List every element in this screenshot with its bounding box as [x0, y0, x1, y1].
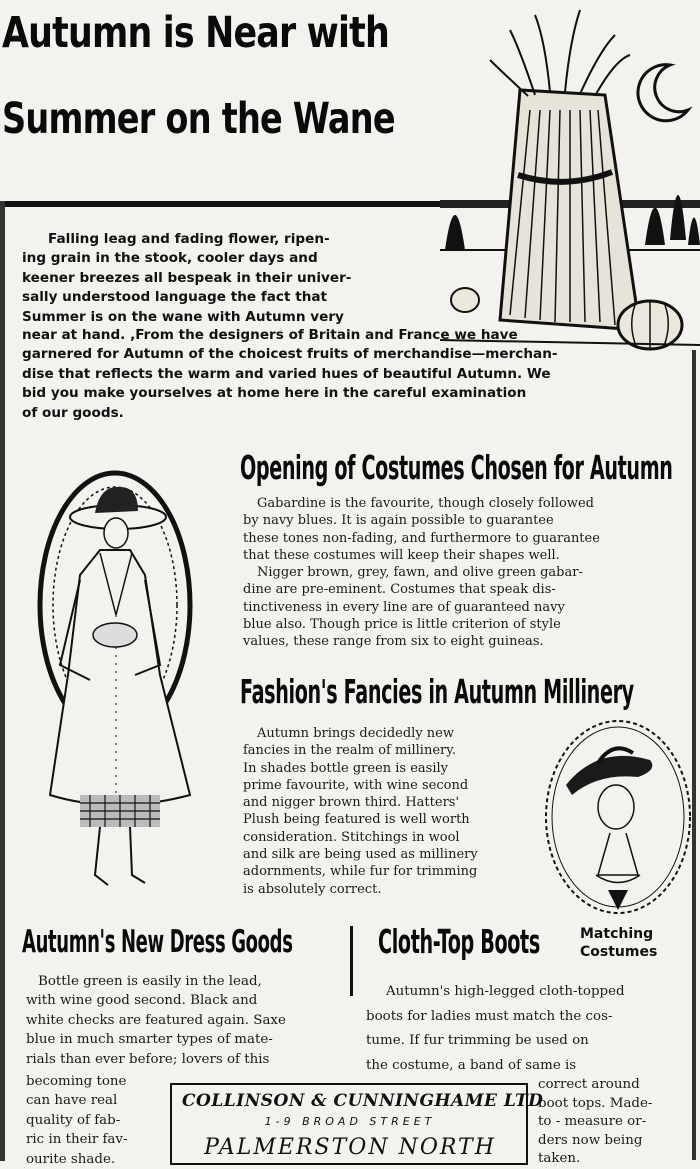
millinery-line: Plush being featured is well worth [243, 812, 470, 828]
dress-goods-line: Bottle green is easily in the lead, [38, 974, 262, 989]
boots-heading: Cloth-Top Boots [378, 922, 540, 961]
costumes-line: Gabardine is the favourite, though closely followed [257, 496, 594, 511]
dress-goods-line: becoming tone [26, 1074, 127, 1089]
millinery-body [243, 725, 533, 898]
dress-goods-line: rials than ever before; lovers of this [26, 1051, 270, 1067]
intro-line: garnered for Autumn of the choicest fruits of merchandise—merchan- [22, 346, 558, 363]
costumes-heading: Opening of Costumes Chosen for Autumn [240, 448, 673, 487]
dress-goods-line: quality of fab- [26, 1112, 121, 1128]
store-name: COLLINSON & CUNNINGHAME LTD [182, 1091, 544, 1111]
costumes-line: values, these range from six to eight guineas. [243, 634, 544, 650]
boots-line: to - measure or- [538, 1114, 647, 1130]
headline-line1: Autumn is Near with [2, 8, 389, 58]
costumes-body [243, 495, 675, 651]
millinery-line: consideration. Stitchings in wool [243, 829, 460, 845]
intro-line: Summer is on the wane with Autumn very [22, 308, 344, 325]
millinery-line: adornments, while fur for trimming [243, 864, 478, 880]
millinery-line: and silk are being used as millinery [243, 847, 478, 863]
intro-line: sally understood language the fact that [22, 289, 328, 306]
boots-line: Autumn's high-legged cloth-topped [386, 984, 625, 999]
millinery-line: is absolutely correct. [243, 881, 382, 897]
costumes-line: these tones non-fading, and furthermore to guarantee [243, 530, 600, 546]
left-border-rule [0, 201, 5, 1161]
store-town: PALMERSTON NORTH [204, 1135, 496, 1160]
boots-aside-line2: Costumes [580, 944, 658, 960]
millinery-line: prime favourite, with wine second [243, 777, 469, 793]
intro-line: bid you make yourselves at home here in the careful examination [22, 385, 527, 402]
dress-goods-heading: Autumn's New Dress Goods [22, 924, 293, 960]
boots-line: taken. [538, 1151, 581, 1167]
boots-aside-line1: Matching [580, 926, 654, 942]
store-logo [170, 1083, 544, 1165]
costumes-line: Nigger brown, grey, fawn, and olive green gabar- [257, 565, 583, 581]
boots-line: boots for ladies must match the cos- [366, 1008, 613, 1024]
costumes-line: by navy blues. It is again possible to guarantee [243, 513, 554, 529]
dress-goods-line: blue in much smarter types of mate- [26, 1032, 273, 1048]
costume-lady-illustration [20, 465, 215, 895]
intro-paragraph-top [22, 230, 417, 327]
section-divider [350, 926, 353, 996]
millinery-heading: Fashion's Fancies in Autumn Millinery [240, 672, 634, 711]
store-address: 1-9 BROAD STREET [264, 1115, 436, 1128]
boots-line: correct around [538, 1077, 640, 1092]
intro-line: dise that reflects the warm and varied hues of beautiful Autumn. We [22, 365, 551, 382]
costumes-line: tinctiveness in every line are of guaranteed navy [243, 599, 565, 615]
intro-line: near at hand. ,From the designers of Britain and France we have [22, 327, 518, 343]
dress-goods-line: with wine good second. Black and [26, 993, 258, 1009]
dress-goods-body-short [26, 1072, 164, 1169]
millinery-lady-medallion [538, 715, 698, 920]
millinery-line: fancies in the realm of millinery. [243, 743, 456, 759]
dress-goods-line: white checks are featured again. Saxe [26, 1012, 286, 1028]
dress-goods-line: can have real [26, 1093, 118, 1109]
headline-rule [0, 201, 440, 207]
costumes-line: blue also. Though price is little criterion of style [243, 617, 561, 633]
headline-line2: Summer on the Wane [2, 94, 395, 144]
millinery-line: Autumn brings decidedly new [257, 726, 454, 741]
boots-body [366, 980, 676, 1078]
boots-line: boot tops. Made- [538, 1095, 653, 1111]
costumes-line: that these costumes will keep their shapes well. [243, 547, 560, 563]
boots-line: tume. If fur trimming be used on [366, 1033, 589, 1049]
dress-goods-line: ric in their fav- [26, 1132, 128, 1148]
millinery-line: In shades bottle green is easily [243, 760, 448, 776]
intro-line: of our goods. [22, 404, 124, 421]
dress-goods-line: ourite shade. [26, 1151, 116, 1167]
wheat-sheaf-illustration [440, 0, 700, 355]
intro-line: keener breezes all bespeak in their univer- [22, 269, 352, 286]
boots-body-short [538, 1076, 676, 1169]
intro-line: Falling leag and fading flower, ripen- [48, 231, 330, 247]
dress-goods-body [26, 972, 332, 1069]
intro-line: ing grain in the stook, cooler days and [22, 250, 318, 267]
intro-paragraph-full [22, 326, 677, 423]
boots-line: ders now being [538, 1132, 643, 1148]
boots-line: the costume, a band of same is [366, 1057, 577, 1073]
costumes-line: dine are pre-eminent. Costumes that speak dis- [243, 582, 556, 598]
millinery-line: and nigger brown third. Hatters' [243, 795, 460, 811]
